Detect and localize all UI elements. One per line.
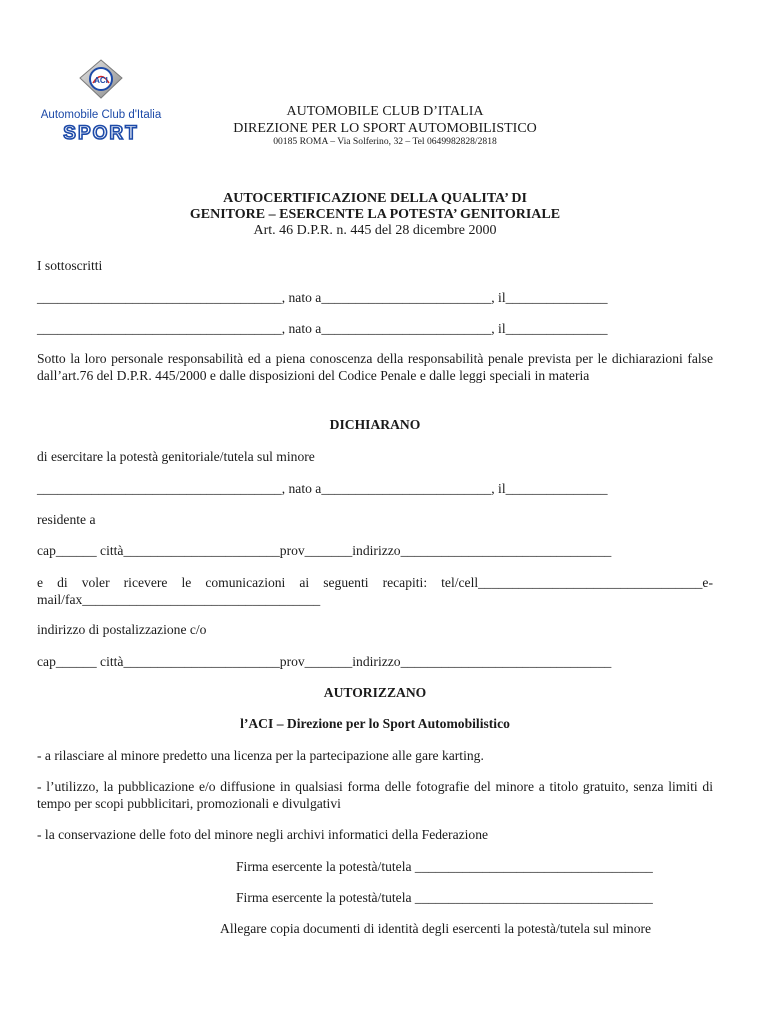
- authorization-item-archive: - la conservazione delle foto del minore negli archivi informatici della Federazione: [37, 827, 489, 842]
- aci-direction-line: l’ACI – Direzione per lo Sport Automobilistico: [240, 716, 510, 731]
- contacts-field-line[interactable]: e di voler ricevere le comunicazioni ai seguenti recapiti: tel/cell_________________________________e-mail/fax___________________________________: [37, 575, 713, 607]
- resident-label: residente a: [37, 512, 96, 527]
- guardianship-text: di esercitare la potestà genitoriale/tutela sul minore: [37, 449, 315, 464]
- svg-text:ACI: ACI: [94, 76, 108, 85]
- authorization-item-photos: - l’utilizzo, la pubblicazione e/o diffusione in qualsiasi forma delle fotografie del minore a titolo gratuito, senza limiti di tempo per scopi pubblicitari, promozionali e divulgativi: [37, 779, 713, 811]
- svg-text:Automobile Club d'Italia: Automobile Club d'Italia: [40, 109, 162, 121]
- doc-title-line2: GENITORE – ESERCENTE LA POTESTA’ GENITORIALE: [189, 207, 561, 222]
- authorization-item-license: - a rilasciare al minore predetto una licenza per la partecipazione alle gare karting.: [37, 748, 484, 763]
- svg-text:SPORT: SPORT: [63, 123, 139, 142]
- org-address: 00185 ROMA – Via Solferino, 32 – Tel 0649982828/2818: [273, 136, 497, 147]
- declare-heading: DICHIARANO: [329, 417, 421, 432]
- postal-label: indirizzo di postalizzazione c/o: [37, 622, 207, 637]
- parent1-field-line[interactable]: ____________________________________, nato a_________________________, il_______________: [37, 290, 608, 305]
- responsibility-paragraph: Sotto la loro personale responsabilità ed a piena conoscenza della responsabilità penale prevista per le dichiarazioni false dall’art.76 del D.P.R. 445/2000 e dalle disposizioni del Codice Penale e dalle leggi speciali in materia: [37, 351, 713, 383]
- signature-field-1[interactable]: Firma esercente la potestà/tutela ___________________________________: [236, 859, 653, 874]
- minor-field-line[interactable]: ____________________________________, nato a_________________________, il_______________: [37, 481, 608, 496]
- dept-name: DIREZIONE PER LO SPORT AUTOMOBILISTICO: [233, 121, 537, 136]
- signers-label: I sottoscritti: [37, 258, 103, 273]
- doc-title-line1: AUTOCERTIFICAZIONE DELLA QUALITA’ DI: [223, 191, 527, 206]
- org-name: AUTOMOBILE CLUB D’ITALIA: [286, 104, 484, 119]
- attachment-note: Allegare copia documenti di identità degli esercenti la potestà/tutela sul minore: [220, 921, 652, 936]
- signature-field-2[interactable]: Firma esercente la potestà/tutela ___________________________________: [236, 890, 653, 905]
- parent2-field-line[interactable]: ____________________________________, nato a_________________________, il_______________: [37, 321, 608, 336]
- residence-address-line[interactable]: cap______ città_______________________prov_______indirizzo_______________________________: [37, 543, 612, 558]
- postal-address-line[interactable]: cap______ città_______________________prov_______indirizzo_______________________________: [37, 654, 612, 669]
- doc-law-reference: Art. 46 D.P.R. n. 445 del 28 dicembre 2000: [253, 223, 497, 238]
- authorize-heading: AUTORIZZANO: [323, 685, 427, 700]
